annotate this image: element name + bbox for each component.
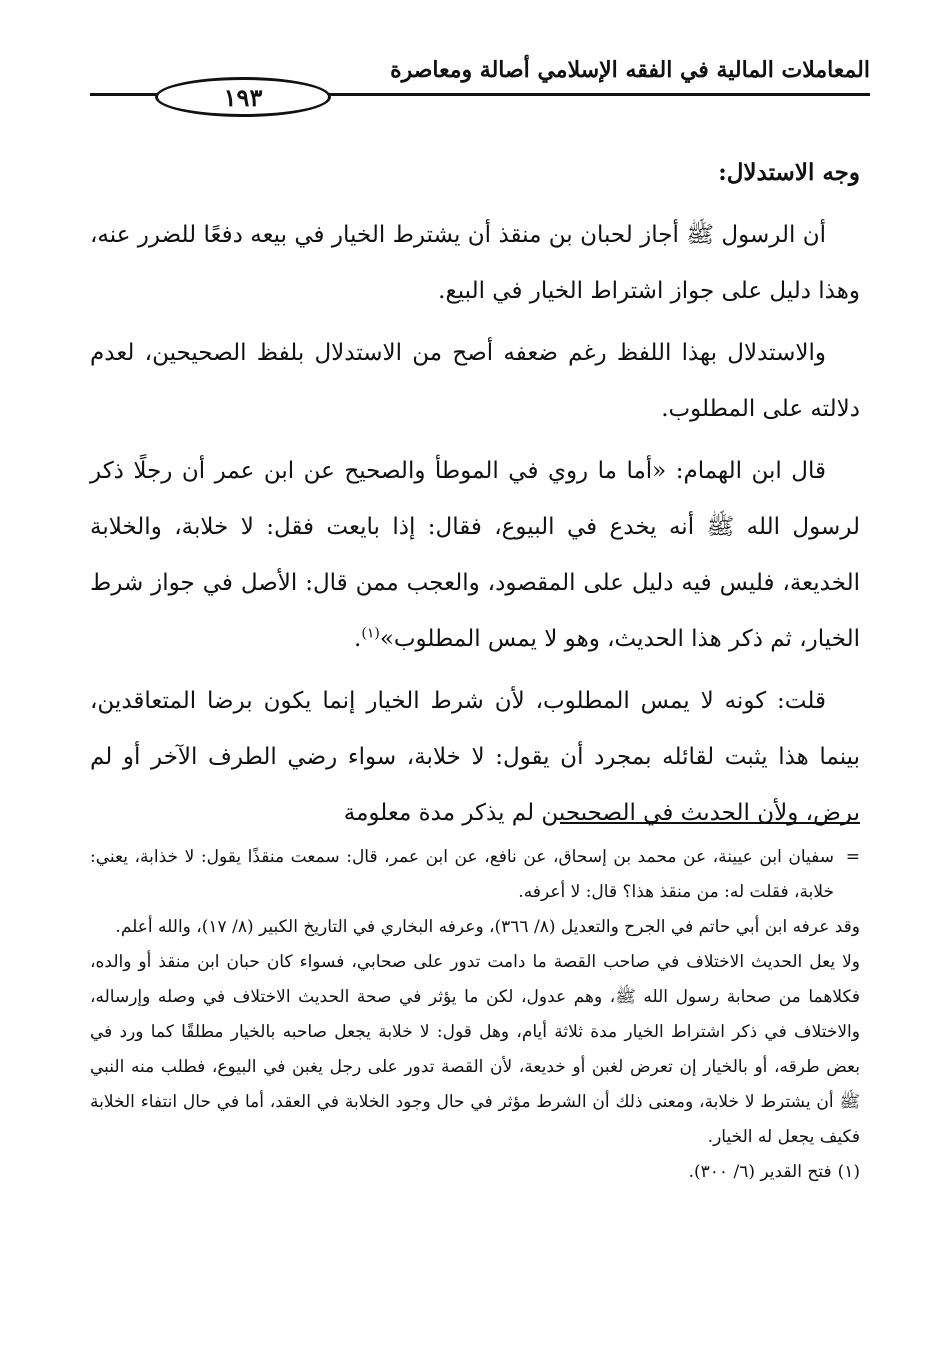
footnote-text: ولا يعل الحديث الاختلاف في صاحب القصة ما دامت تدور على صحابي، فسواء كان حبان ابن منقذ أو والده، فكلاهما من صحابة رسول الله ﷺ، وهم عدول، لكن ما يؤثر في صحة الحديث الاختلاف في وصله وإرساله، والاختلاف في ذكر اشتراط الخيار مدة ثلاثة أيام، وهل قول: لا خلابة يجعل صاحبه بالخيار مطلقًا كما ورد في بعض طرقه، أو بالخيار إن تعرض لغبن أو خديعة، لأن القصة تدور على رجل يغبن في البيوع، فطلب منه النبي ﷺ أن يشترط لا خلابة، ومعنى ذلك أن الشرط مؤثر في حال وجود الخلابة في العقد، أما في حال انتفاء الخلابة فكيف يجعل له الخيار. xyxy=(90,952,860,1147)
footnote-text: فتح القدير (٦/ ٣٠٠). xyxy=(688,1162,832,1182)
quote-text: قال ابن الهمام: «أما ما روي في الموطأ والصحيح عن ابن عمر أن رجلًا ذكر لرسول الله ﷺ أنه يخدع في البيوع، فقال: إذا بايعت فقل: لا خلابة، والخلابة الخديعة، فليس فيه دليل على المقصود، والعجب ممن قال: الأصل في جواز شرط الخيار، ثم ذكر هذا الحديث، وهو لا يمس المطلوب» xyxy=(90,458,860,652)
paragraph-3 xyxy=(90,443,860,667)
footnotes xyxy=(90,840,860,1190)
footnote-number: (١) xyxy=(837,1162,860,1182)
footnote-continuation xyxy=(90,840,860,910)
page-header xyxy=(90,55,870,115)
section-heading: وجه الاستدلال: xyxy=(718,159,860,186)
running-title: المعاملات المالية في الفقه الإسلامي أصالة ومعاصرة xyxy=(390,57,870,83)
footnote-text: سفيان ابن عيينة، عن محمد بن إسحاق، عن نافع، عن ابن عمر، قال: سمعت منقذًا يقول: لا خذابة، يعني: خلابة، فقلت له: من منقذ هذا؟ قال: لا أعرفه. xyxy=(90,847,834,902)
footnote-text: وقد عرفه ابن أبي حاتم في الجرح والتعديل (٨/ ٣٦٦)، وعرفه البخاري في التاريخ الكبير (٨/ ١٧)، والله أعلم. xyxy=(115,917,860,937)
footnote-separator xyxy=(560,822,860,824)
continuation-marker: = xyxy=(845,847,860,867)
paragraph-4: قلت: كونه لا يمس المطلوب، لأن شرط الخيار إنما يكون برضا المتعاقدين، بينما هذا يثبت لقائله بمجرد أن يقول: لا خلابة، سواء رضي الطرف الآخر أو لم يرض، ولأن الحديث في الصحيحين لم يذكر مدة معلومة xyxy=(90,688,860,826)
footnote-1 xyxy=(90,1155,860,1190)
paragraph-2: والاستدلال بهذا اللفظ رغم ضعفه أصح من الاستدلال بلفظ الصحيحين، لعدم دلالته على المطلوب. xyxy=(90,340,860,422)
page-number: ١٩٣ xyxy=(155,77,331,117)
main-text xyxy=(90,145,860,847)
paragraph-1: أن الرسول ﷺ أجاز لحبان بن منقذ أن يشترط الخيار في بيعه دفعًا للضرر عنه، وهذا دليل على جواز اشتراط الخيار في البيع. xyxy=(90,222,860,304)
quote-end: . xyxy=(354,626,362,652)
footnote-ref: (١) xyxy=(361,625,380,642)
